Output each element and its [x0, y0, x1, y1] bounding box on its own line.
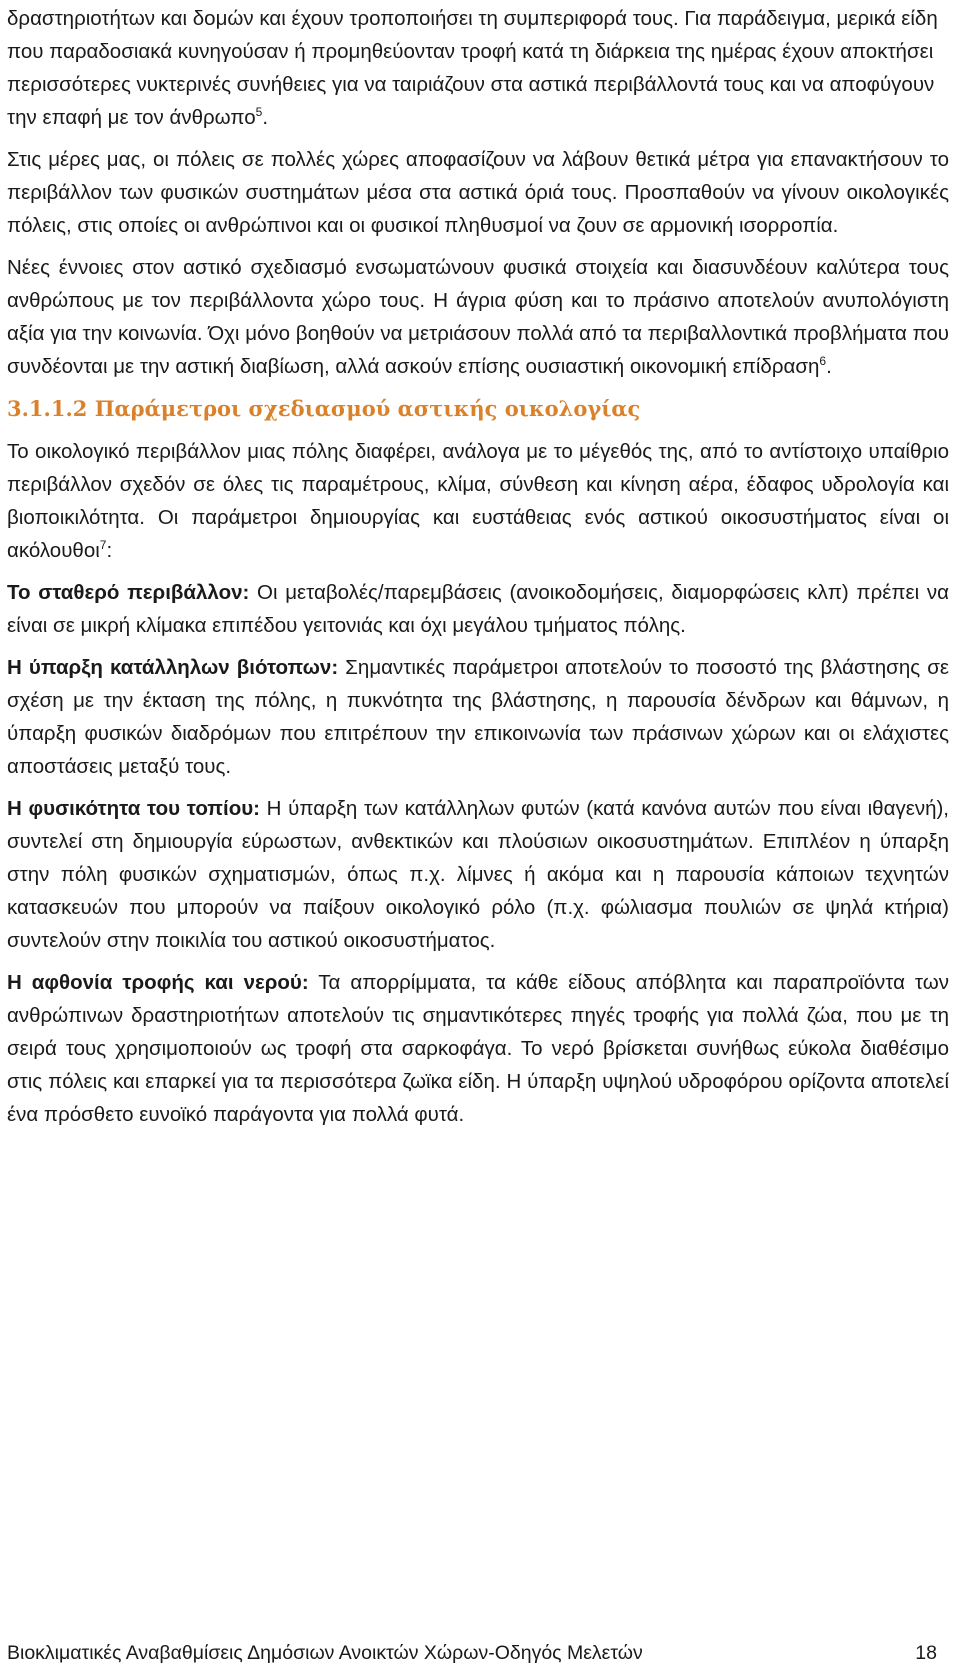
footnote-ref[interactable]: 6 — [819, 354, 827, 368]
paragraph-section-intro: Το οικολογικό περιβάλλον μιας πόλης διαφέρει, ανάλογα με το μέγεθός της, από το αντίστοιχο υπαίθριο περιβάλλον σχεδόν σε όλες τις παραμέτρους, κλίμα, σύνθεση και κίνηση αέρα, έδαφος υδρολογία και βιοποικιλότητα. Οι παράμετροι δημιουργίας και ευστάθειας ενός αστικού οικοσυστήματος είναι οι ακόλουθοι$^7$: — [7, 440, 949, 562]
paragraph-food-water — [7, 966, 949, 1131]
paragraph-lead: Το σταθερό περιβάλλον: — [7, 581, 250, 604]
paragraph-urban-fauna: δραστηριοτήτων και δομών και έχουν τροποποιήσει τη συμπεριφορά τους. Για παράδειγμα, μερικά είδη που παραδοσιακά κυνηγούσαν ή προμηθεύονταν τροφή κατά τη διάρκεια της ημέρας έχουν αποκτήσει περισσότερες νυκτερινές συνήθειες για να ταιριάζουν στα αστικά περιβάλλοντά τους και να αποφύγουν την επαφή με τον άνθρωπο$^5$. — [7, 7, 938, 129]
footer-title: Βιοκλιματικές Αναβαθμίσεις Δημόσιων Ανοικτών Χώρων-Οδηγός Μελετών — [7, 1642, 643, 1664]
paragraph-text: Οι μεταβολές/παρεμβάσεις (ανοικοδομήσεις, διαμορφώσεις κλπ) πρέπει να είναι σε μικρή κλίμακα επιπέδου γειτονιάς και όχι μεγάλου τμήματος πόλης. — [7, 581, 949, 637]
paragraph-suitable-habitats — [7, 651, 949, 783]
paragraph-text: Το οικολογικό περιβάλλον μιας πόλης διαφέρει, ανάλογα με το μέγεθός της, από το αντίστοιχο υπαίθριο περιβάλλον σχεδόν σε όλες τις παραμέτρους, κλίμα, σύνθεση και κίνηση αέρα, έδαφος υδρολογία και βιοποικιλότητα. Οι παράμετροι δημιουργίας και ευστάθειας ενός αστικού οικοσυστήματος είναι οι ακόλουθοι — [7, 440, 949, 562]
paragraph-eco-cities: Στις μέρες μας, οι πόλεις σε πολλές χώρες αποφασίζουν να λάβουν θετικά μέτρα για επανακτήσουν το περιβάλλον των φυσικών συστημάτων μέσα στα αστικά όριά τους. Προσπαθούν να γίνουν οικολογικές πόλεις, στις οποίες οι ανθρώπινοι και οι φυσικοί πληθυσμοί να ζουν σε αρμονική ισορροπία. — [7, 148, 949, 237]
paragraph-stable-environment — [7, 576, 949, 642]
paragraph-urban-design: Νέες έννοιες στον αστικό σχεδιασμό ενσωματώνουν φυσικά στοιχεία και διασυνδέουν καλύτερα τους ανθρώπους με τον περιβάλλοντα χώρο τους. Η άγρια φύση και το πράσινο αποτελούν ανυπολόγιστη αξία για την κοινωνία. Όχι μόνο βοηθούν να μετριάσουν πολλά από τα περιβαλλοντικά προβλήματα που συνδέονται με την αστική διαβίωση, αλλά ασκούν επίσης ουσιαστική οικονομική επίδραση$^6$. — [7, 256, 949, 378]
paragraph-text: Νέες έννοιες στον αστικό σχεδιασμό ενσωματώνουν φυσικά στοιχεία και διασυνδέουν καλύτερα τους ανθρώπους με τον περιβάλλοντα χώρο τους. Η άγρια φύση και το πράσινο αποτελούν ανυπολόγιστη αξία για την κοινωνία. Όχι μόνο βοηθούν να μετριάσουν πολλά από τα περιβαλλοντικά προβλήματα που συνδέονται με την αστική διαβίωση, αλλά ασκούν επίσης ουσιαστική οικονομική επίδραση — [7, 256, 949, 378]
paragraph-lead: Η φυσικότητα του τοπίου: — [7, 797, 260, 820]
page-footer — [7, 1640, 937, 1666]
paragraph-natural-landscape — [7, 792, 949, 957]
paragraph-text: δραστηριοτήτων και δομών και έχουν τροποποιήσει τη συμπεριφορά τους. Για παράδειγμα, μερικά είδη που παραδοσιακά κυνηγούσαν ή προμηθεύονταν τροφή κατά τη διάρκεια της ημέρας έχουν αποκτήσει περισσότερες νυκτερινές συνήθειες για να ταιριάζουν στα αστικά περιβάλλοντά τους και να αποφύγουν την επαφή με τον άνθρωπο — [7, 7, 938, 129]
paragraph-text: Τα απορρίμματα, τα κάθε είδους απόβλητα και παραπροϊόντα των ανθρώπινων δραστηριοτήτων αποτελούν τις σημαντικότερες πηγές τροφής για πολλά ζώα, που με τη σειρά τους χρησιμοποιούν ως τροφή στα σαρκοφάγα. Το νερό βρίσκεται συνήθως εύκολα διαθέσιμο στις πόλεις και επαρκεί για τα περισσότερα ζωϊκα είδη. Η ύπαρξη υψηλού υδροφόρου ορίζοντα αποτελεί ένα πρόσθετο ευνοϊκό παράγοντα για πολλά φυτά. — [7, 971, 949, 1126]
paragraph-lead: Η αφθονία τροφής και νερού: — [7, 971, 309, 994]
paragraph-text: Σημαντικές παράμετροι αποτελούν το ποσοστό της βλάστησης σε σχέση με την έκταση της πόλης, η πυκνότητα της βλάστησης, η παρουσία δένδρων και θάμνων, η ύπαρξη φυσικών διαδρόμων που επιτρέπουν την επικοινωνία των πράσινων χώρων και οι ελάχιστες αποστάσεις μεταξύ τους. — [7, 656, 949, 778]
footnote-ref[interactable]: 5 — [255, 105, 263, 119]
page-body — [7, 2, 949, 1140]
page-number: 18 — [915, 1642, 937, 1664]
paragraph-lead: Η ύπαρξη κατάλληλων βιότοπων: — [7, 656, 339, 679]
footnote-ref[interactable]: 7 — [99, 538, 107, 552]
paragraph-text: Η ύπαρξη των κατάλληλων φυτών (κατά κανόνα αυτών που είναι ιθαγενή), συντελεί στη δημιουργία εύρωστων, ανθεκτικών και πλούσιων οικοσυστημάτων. Επιπλέον η ύπαρξη στην πόλη φυσικών σχηματισμών, όπως π.χ. λίμνες ή ακόμα και η παρουσία κάποιων τεχνητών κατασκευών που μπορούν να παίξουν οικολογικό ρόλο (π.χ. φώλιασμα πουλιών σε ψηλά κτήρια) συντελούν στην ποικιλία του αστικού οικοσυστήματος. — [7, 797, 949, 952]
section-heading: 3.1.1.2 Παράμετροι σχεδιασμού αστικής οικολογίας — [7, 396, 641, 421]
